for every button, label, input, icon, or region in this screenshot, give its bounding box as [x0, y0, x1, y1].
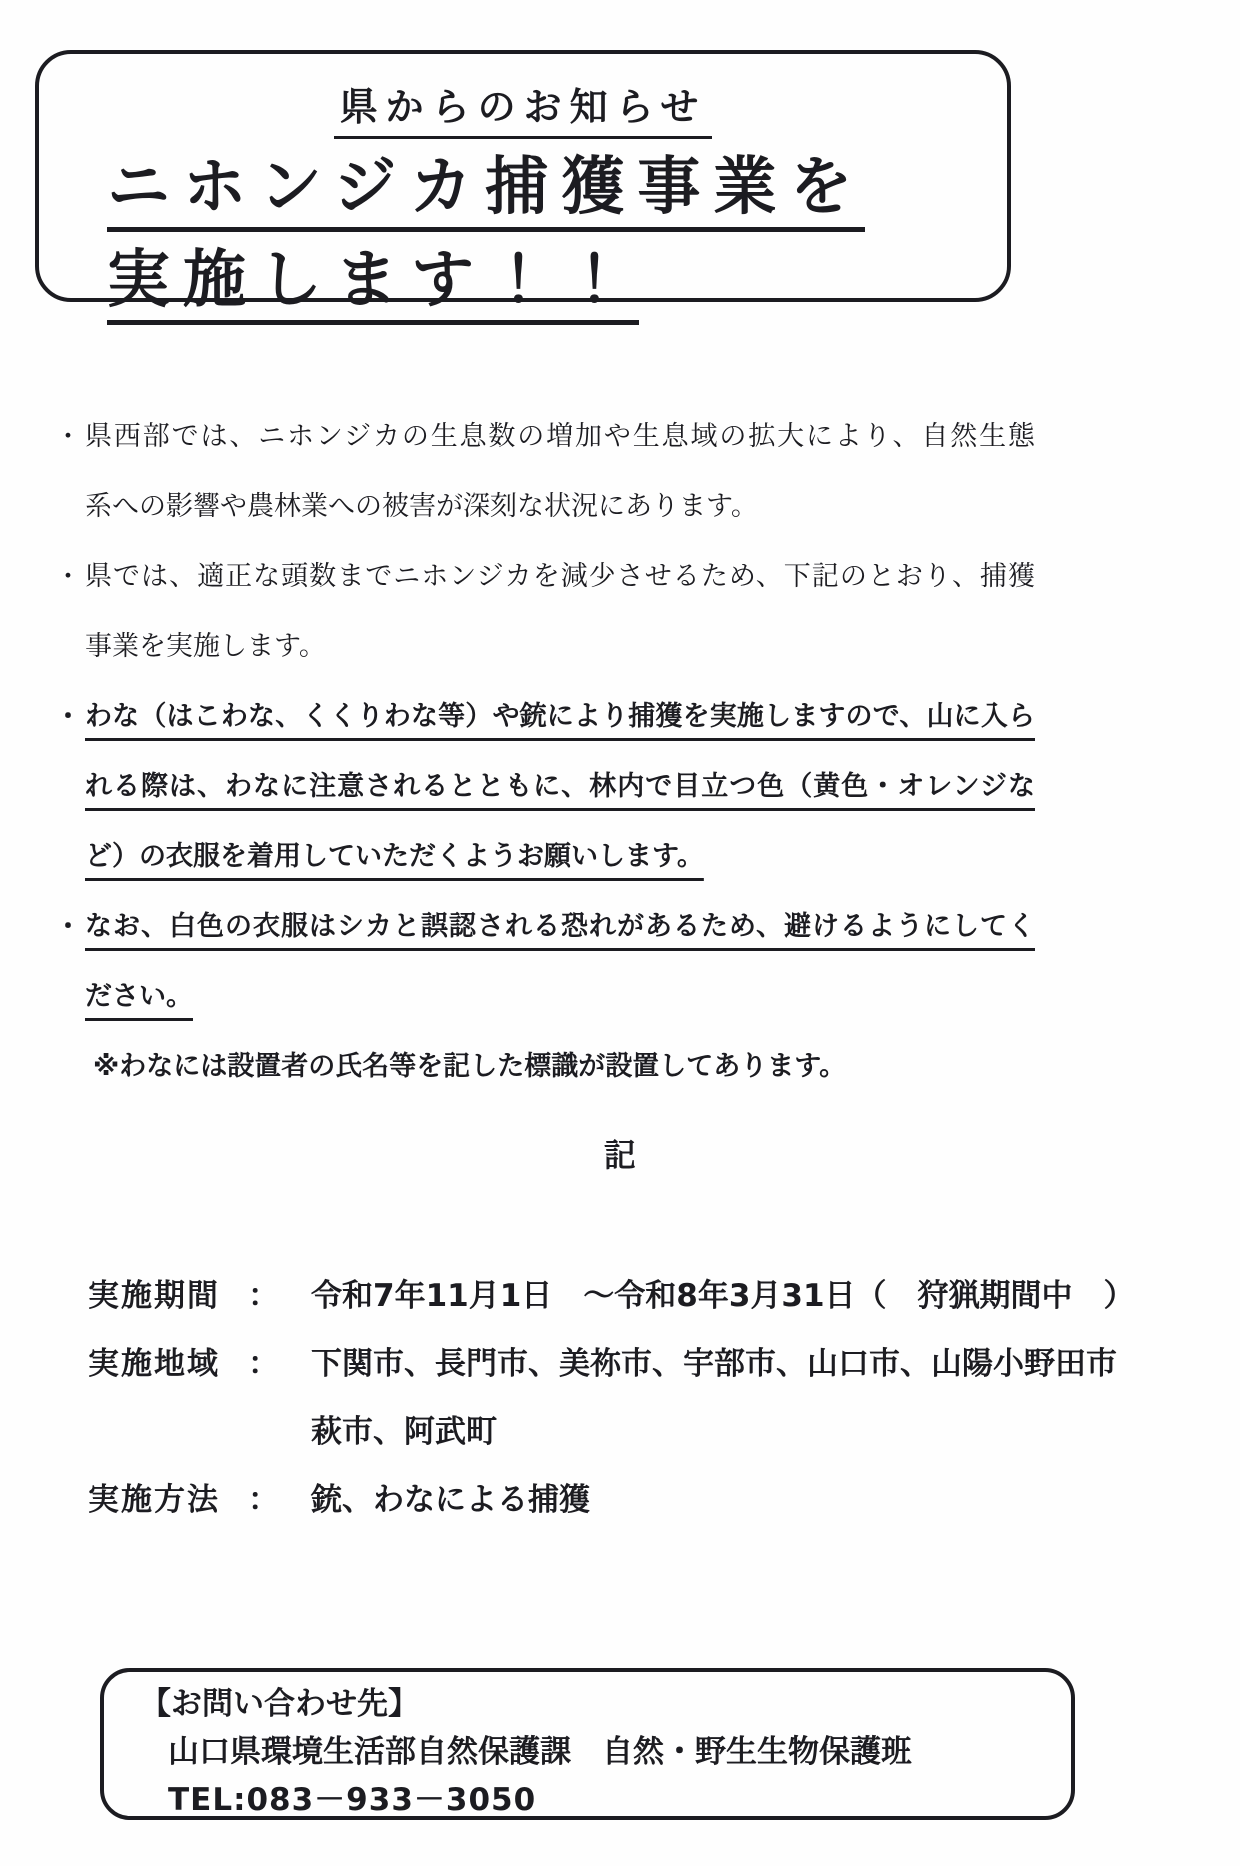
contact-tel: TEL:083－933－3050 — [168, 1782, 537, 1818]
detail-row-period — [88, 1262, 1135, 1330]
detail-value-area: 下関市、長門市、美祢市、宇部市、山口市、山陽小野田市 萩市、阿武町 — [311, 1346, 1117, 1450]
bullet-item-1 — [55, 402, 1055, 542]
bullet-line: れる際は、わなに注意されるとともに、林内で目立つ色（黄色・オレンジな — [85, 771, 1035, 802]
bullet-item-4 — [55, 892, 1055, 1032]
bullet-list — [55, 402, 1055, 1102]
details-section — [88, 1262, 1135, 1534]
contact-organization: 山口県環境生活部自然保護課 自然・野生生物保護班 — [168, 1734, 912, 1770]
section-marker-ki: 記 — [603, 1136, 636, 1174]
bullet-line: 県西部では、ニホンジカの生息数の増加や生息域の拡大により、自然生態 — [85, 421, 1035, 452]
contact-box — [100, 1668, 1075, 1820]
detail-row-method — [88, 1466, 1135, 1534]
detail-label-period: 実施期間 — [88, 1278, 220, 1314]
contact-heading: 【お問い合わせ先】 — [140, 1686, 419, 1722]
detail-value-method: 銃、わなによる捕獲 — [311, 1482, 590, 1518]
document-title-line-2: 実施します！！ — [107, 248, 1007, 325]
notice-label-row — [39, 76, 1007, 139]
detail-label-area: 実施地域 — [88, 1346, 220, 1382]
trap-sign-note: ※わなには設置者の氏名等を記した標識が設置してあります。 — [93, 1051, 847, 1082]
detail-value-period: 令和7年11月1日 ～令和8年3月31日（ 狩猟期間中 ） — [311, 1278, 1135, 1314]
notice-label: 県からのお知らせ — [334, 76, 713, 139]
bullet-line: 事業を実施します。 — [85, 631, 326, 662]
bullet-line: なお、白色の衣服はシカと誤認される恐れがあるため、避けるようにしてく — [85, 911, 1035, 942]
bullet-marker: ・ — [55, 702, 82, 732]
detail-label-method: 実施方法 — [88, 1482, 220, 1518]
document-title — [107, 150, 1007, 325]
bullet-item-2 — [55, 542, 1055, 682]
bullet-text — [85, 542, 1035, 682]
document-title-line-1: ニホンジカ捕獲事業を — [107, 155, 1007, 232]
bullet-line: ど）の衣服を着用していただくようお願いします。 — [85, 841, 704, 872]
notice-header-box — [35, 50, 1011, 316]
bullet-marker: ・ — [55, 422, 82, 452]
bullet-text — [85, 402, 1035, 542]
bullet-line: 系への影響や農林業への被害が深刻な状況にあります。 — [85, 491, 758, 522]
bullet-text — [85, 892, 1035, 1032]
detail-separator: ： — [248, 1482, 279, 1518]
bullet-line: 県では、適正な頭数までニホンジカを減少させるため、下記のとおり、捕獲 — [85, 561, 1035, 592]
detail-separator: ： — [248, 1278, 279, 1314]
bullet-marker: ・ — [55, 562, 82, 592]
bullet-line: わな（はこわな、くくりわな等）や銃により捕獲を実施しますので、山に入ら — [85, 701, 1035, 732]
bullet-text — [85, 682, 1035, 892]
bullet-marker: ・ — [55, 912, 82, 942]
bullet-line: ださい。 — [85, 981, 193, 1012]
bullet-item-3 — [55, 682, 1055, 892]
detail-row-area — [88, 1330, 1135, 1466]
detail-separator: ： — [248, 1346, 279, 1382]
